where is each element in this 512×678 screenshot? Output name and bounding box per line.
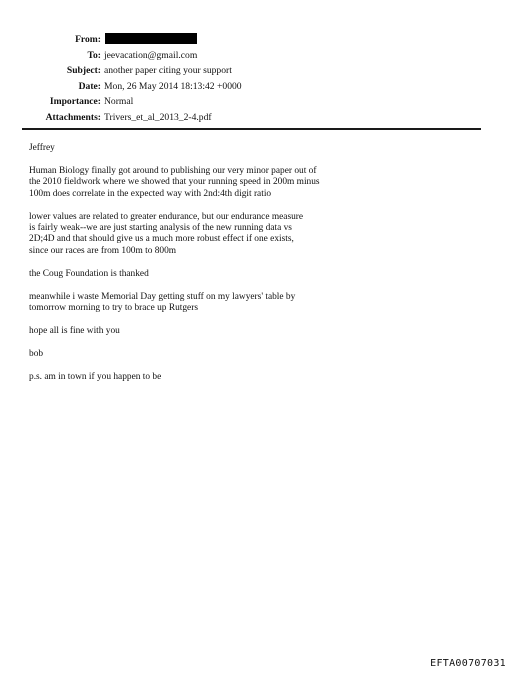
greeting: Jeffrey bbox=[29, 143, 55, 153]
paragraph-line: since our races are from 100m to 800m bbox=[29, 245, 177, 256]
paragraph-line: 100m does correlate in the expected way with 2nd:4th digit ratio bbox=[29, 188, 272, 199]
date-value: Mon, 26 May 2014 18:13:42 +0000 bbox=[104, 80, 242, 92]
subject-label: Subject: bbox=[66, 65, 101, 76]
document-id: EFTA00707031 bbox=[430, 658, 506, 669]
attachments-row bbox=[0, 110, 512, 126]
paragraph-1 bbox=[29, 166, 469, 200]
paragraph-3: the Coug Foundation is thanked bbox=[29, 268, 149, 279]
paragraph-line: tomorrow morning to try to brace up Rutgers bbox=[29, 303, 198, 314]
paragraph-2 bbox=[29, 212, 469, 258]
paragraph-4 bbox=[29, 292, 469, 315]
from-row bbox=[0, 32, 512, 48]
importance-row bbox=[0, 94, 512, 110]
importance-value: Normal bbox=[104, 96, 134, 107]
from-label: From: bbox=[75, 34, 101, 45]
signoff: bob bbox=[29, 348, 44, 359]
to-row bbox=[0, 48, 512, 64]
paragraph-line: lower values are related to greater endurance, but our endurance measure bbox=[29, 211, 304, 222]
paragraph-5: hope all is fine with you bbox=[29, 325, 120, 336]
paragraph-line: is fairly weak--we are just starting analysis of the new running data vs bbox=[29, 223, 292, 234]
attachments-label: Attachments: bbox=[45, 111, 101, 123]
redaction-bar bbox=[105, 33, 197, 44]
header-divider bbox=[22, 128, 481, 130]
importance-label: Importance: bbox=[49, 96, 101, 107]
date-row bbox=[0, 79, 512, 95]
subject-value: another paper citing your support bbox=[104, 65, 232, 76]
date-label: Date: bbox=[78, 80, 101, 92]
to-label: To: bbox=[87, 49, 101, 61]
postscript: p.s. am in town if you happen to be bbox=[29, 371, 162, 382]
email-body bbox=[29, 143, 469, 395]
paragraph-line: Human Biology finally got around to publishing our very minor paper out of bbox=[29, 165, 317, 176]
to-value: jeevacation@gmail.com bbox=[104, 49, 198, 61]
paragraph-line: meanwhile i waste Memorial Day getting stuff on my lawyers' table by bbox=[29, 291, 296, 302]
email-header bbox=[0, 32, 512, 125]
subject-row bbox=[0, 63, 512, 79]
from-value bbox=[104, 32, 197, 48]
paragraph-line: 2D;4D and that should give us a much more robust effect if one exists, bbox=[29, 234, 294, 245]
attachments-value: Trivers_et_al_2013_2-4.pdf bbox=[104, 111, 212, 123]
paragraph-line: the 2010 fieldwork where we showed that your running speed in 200m minus bbox=[29, 177, 320, 188]
